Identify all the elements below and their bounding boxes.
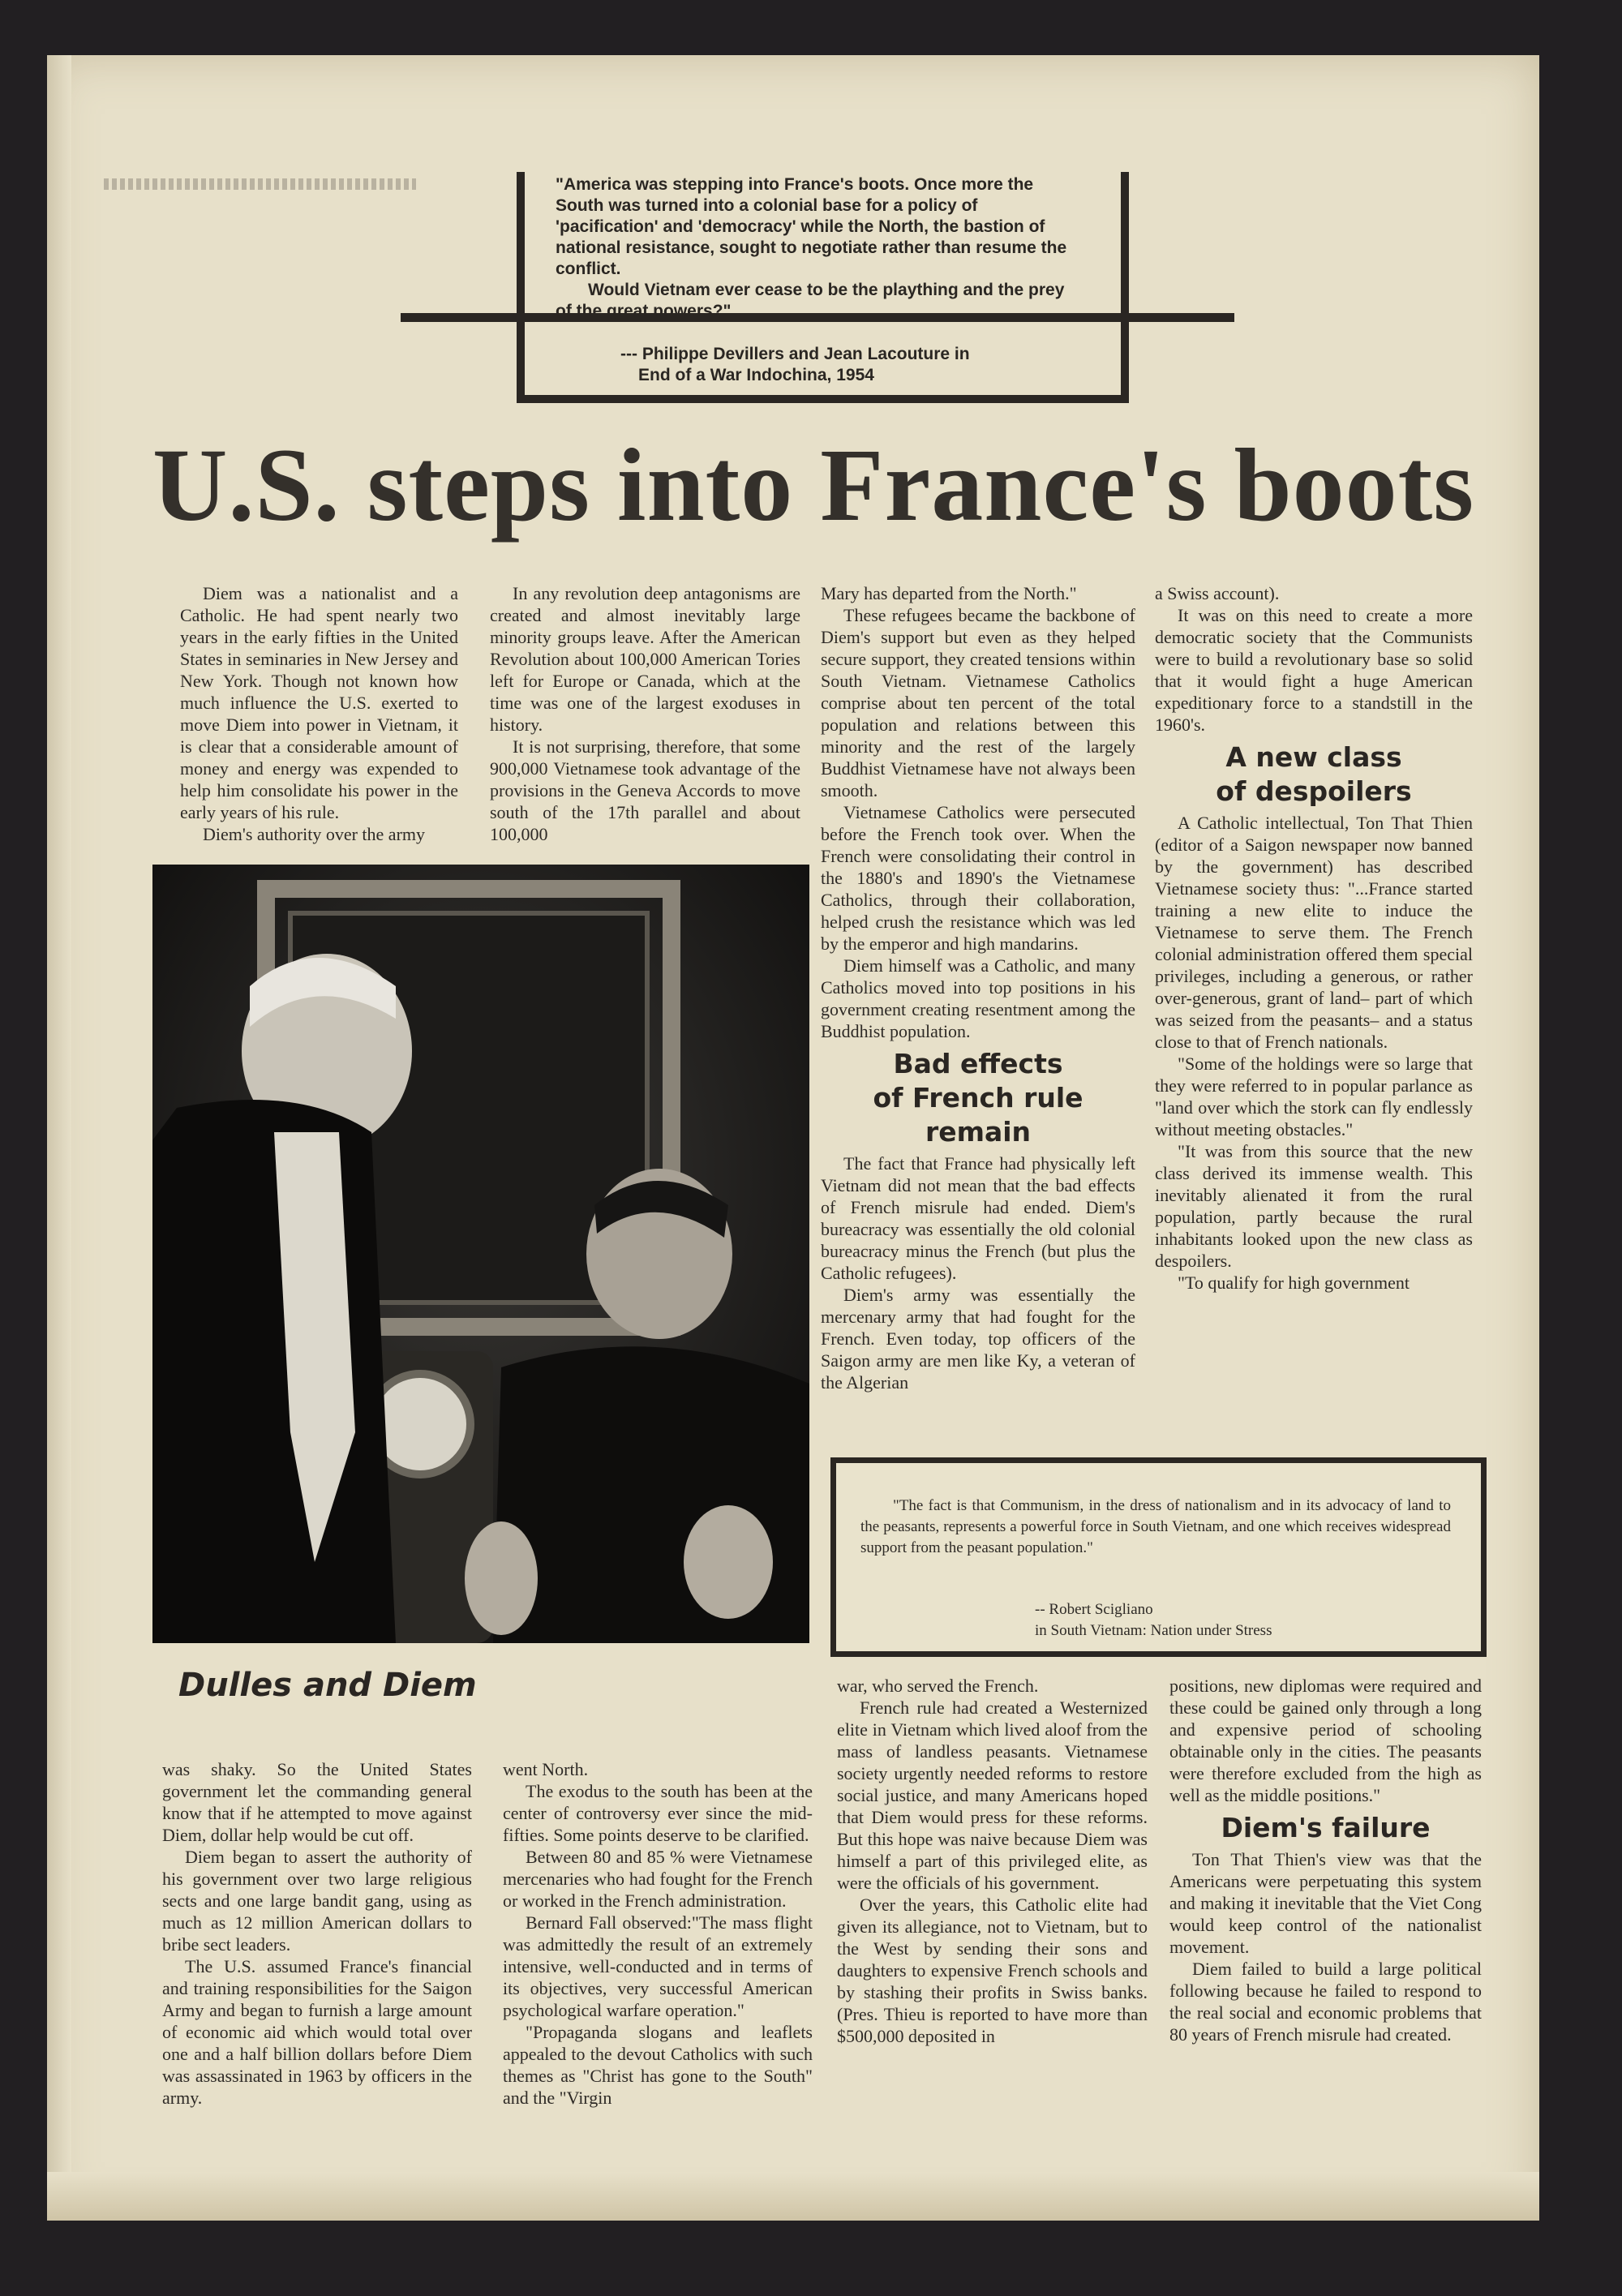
paragraph: It is not surprising, therefore, that some 900,000 Vietnamese took advantage of the provisions in the Geneva Accords to move south of the 17th parallel and about 100,000 bbox=[490, 736, 800, 844]
paragraph: Diem himself was a Catholic, and many Catholics moved into top positions in his government creating resentment among the Buddhist population. bbox=[821, 955, 1135, 1041]
paragraph: The exodus to the south has been at the center of controversy ever since the mid-fifties. Some points deserve to be clarified. bbox=[503, 1781, 813, 1845]
paragraph: "It was from this source that the new class derived its immense wealth. This inevitably alienated it from the rural population, partly because the rural inhabitants looked upon the new class as despoilers. bbox=[1155, 1141, 1473, 1271]
pull-quote-attribution bbox=[620, 344, 1107, 386]
paragraph: went North. bbox=[503, 1759, 589, 1779]
lower-column-3 bbox=[837, 1675, 1148, 2047]
paragraph: Diem failed to build a large political following because he failed to respond to the real social and economic problems that 80 years of French misrule had created. bbox=[1169, 1959, 1482, 2045]
boxed-quote-paragraph: "The fact is that Communism, in the dress of nationalism and in its advocacy of land to the peasants, represents a powerful force in South Vietnam, and one which receives widespread support from the peasant population." bbox=[860, 1497, 1451, 1556]
subhead-line: Bad effects bbox=[893, 1048, 1063, 1079]
subhead-line: of despoilers bbox=[1216, 775, 1412, 807]
lower-column-2 bbox=[503, 1758, 813, 2109]
column-3 bbox=[821, 582, 1135, 1393]
subhead-new-class bbox=[1155, 740, 1473, 809]
boxed-quote-attribution-line: in South Vietnam: Nation under Stress bbox=[1035, 1622, 1272, 1639]
paragraph: Bernard Fall observed:"The mass flight was admittedly the result of an extremely intensive, well-conducted and in terms of its objectives, very successful American psychological warfare operation." bbox=[503, 1912, 813, 2020]
page-bottom-shadow bbox=[47, 2172, 1539, 2221]
paragraph: Vietnamese Catholics were persecuted before the French took over. When the French were consolidating their control in the 1880's and 1890's the Vietnamese Catholics, through their collaboration, helped crush the resistance which was led by the emperor and high mandarins. bbox=[821, 802, 1135, 954]
page-fold-shadow bbox=[47, 55, 71, 2221]
lower-column-4 bbox=[1169, 1675, 1482, 2045]
paragraph: war, who served the French. bbox=[837, 1676, 1039, 1696]
boxed-quote-attribution-line: -- Robert Scigliano bbox=[1035, 1601, 1153, 1618]
paragraph: Ton That Thien's view was that the Americans were perpetuating this system and making it inevitable that the Viet Cong would keep control of the nationalist movement. bbox=[1169, 1849, 1482, 1957]
headline: U.S. steps into France's boots bbox=[152, 427, 1475, 543]
paragraph: was shaky. So the United States government let the commanding general know that if he attempted to move against Diem, dollar help would be cut off. bbox=[162, 1759, 472, 1845]
paragraph: positions, new diplomas were required and these could be gained only through a long and expensive period of schooling obtainable only in the cities. The peasants were therefore excluded from the high as well as the middle positions." bbox=[1169, 1676, 1482, 1805]
subhead-diems-failure: Diem's failure bbox=[1221, 1812, 1431, 1843]
paragraph: These refugees became the backbone of Diem's support but even as they helped secure support, they created tensions within South Vietnam. Vietnamese Catholics comprise about ten percent of the total population and relations between this minority and the rest of the largely Buddhist Vietnamese have not always been smooth. bbox=[821, 605, 1135, 800]
paragraph: In any revolution deep antagonisms are created and almost inevitably large minority groups leave. After the American Revolution about 100,000 American Tories left for Europe or Canada, which at the time was one of the largest exoduses in history. bbox=[490, 583, 800, 735]
photo-dulles-and-diem bbox=[152, 865, 809, 1643]
pull-quote-paragraph: "America was stepping into France's boots. Once more the South was turned into a colonial base for a policy of 'pacification' and 'democracy' while the North, the bastion of national resistance, sought to negotiate rather than resume the conflict. bbox=[556, 175, 1067, 278]
print-smudge bbox=[104, 178, 416, 190]
paragraph: Between 80 and 85 % were Vietnamese mercenaries who had fought for the French or worked in the French administration. bbox=[503, 1847, 813, 1911]
paragraph: Mary has departed from the North." bbox=[821, 583, 1077, 603]
paragraph: French rule had created a Westernized elite in Vietnam which lived aloof from the mass of landless peasants. Vietnamese society urgently needed reforms to restore social justice, and many Americans hoped that Diem would press for these reforms. But this hope was naive because Diem was himself a part of this privileged elite, as were the officials of his government. bbox=[837, 1697, 1148, 1893]
column-2 bbox=[490, 582, 800, 845]
column-1 bbox=[180, 582, 458, 845]
pull-quote-attribution-line: End of a War Indochina, 1954 bbox=[638, 366, 874, 384]
paragraph: "Propaganda slogans and leaflets appealed to the devout Catholics with such themes as "Christ has gone to the South" and the "Virgin bbox=[503, 2022, 813, 2108]
paragraph: The fact that France had physically left Vietnam did not mean that the bad effects of French misrule had ended. Diem's bureacracy was essentially the old colonial bureacracy minus the French (but plus the Catholic refugees). bbox=[821, 1153, 1135, 1283]
paragraph: Diem's army was essentially the mercenary army that had fought for the French. Even today, top officers of the Saigon army are men like Ky, a veteran of the Algerian bbox=[821, 1285, 1135, 1393]
paragraph: a Swiss account). bbox=[1155, 583, 1280, 603]
column-4 bbox=[1155, 582, 1473, 1294]
paragraph: It was on this need to create a more democratic society that the Communists were to build a revolutionary base so solid that it would fight a huge American expeditionary force to a standstill in the 1960's. bbox=[1155, 605, 1473, 735]
paragraph: Over the years, this Catholic elite had given its allegiance, not to Vietnam, but to the West by sending their sons and daughters to expensive French schools and by stashing their profits in Swiss banks. (Pres. Thieu is reported to have more than $500,000 deposited in bbox=[837, 1895, 1148, 2046]
lower-column-1 bbox=[162, 1758, 472, 2109]
pull-quote bbox=[556, 174, 1083, 322]
photo-caption: Dulles and Diem bbox=[178, 1667, 477, 1704]
subhead-line: A new class bbox=[1225, 741, 1402, 773]
paragraph: "To qualify for high government bbox=[1178, 1272, 1410, 1293]
paragraph: The U.S. assumed France's financial and training responsibilities for the Saigon Army and began to furnish a large amount of economic aid which would total over one and a half billion dollars before Diem was assassinated in 1963 by officers in the army. bbox=[162, 1956, 472, 2108]
subhead-bad-effects bbox=[821, 1047, 1135, 1149]
pull-quote-paragraph: Would Vietnam ever cease to be the plaything and the prey of the great powers?" bbox=[556, 281, 1065, 320]
paragraph: Diem was a nationalist and a Catholic. He had spent nearly two years in the early fifties in the United States in seminaries in New Jersey and New York. Though not known how much influence the U.S. exerted to move Diem into power in Vietnam, it is clear that a considerable amount of money and energy was expended to help him consolidate his power in the early years of his rule. bbox=[180, 583, 458, 822]
photo-illustration bbox=[152, 865, 809, 1643]
paragraph: "Some of the holdings were so large that they were referred to in popular parlance as "land over which the stork can fly endlessly without meeting obstacles." bbox=[1155, 1054, 1473, 1139]
paragraph: A Catholic intellectual, Ton That Thien (editor of a Saigon newspaper now banned by the government) has described Vietnamese society thus: "...France started training a new elite to induce the Vietnamese to serve them. The French colonial administration offered them special privileges, including a generous, or rather over-generous, grant of land– part of which was seized from the peasants– and a status close to that of French nationals. bbox=[1155, 813, 1473, 1052]
boxed-quote bbox=[830, 1457, 1487, 1657]
subhead-line: of French rule remain bbox=[873, 1082, 1083, 1148]
paragraph: Diem's authority over the army bbox=[203, 824, 426, 844]
boxed-quote-text bbox=[860, 1496, 1451, 1559]
pull-quote-attribution-line: --- Philippe Devillers and Jean Lacouture in bbox=[620, 345, 970, 363]
paragraph: Diem began to assert the authority of his government over two large religious sects and one large bandit gang, using as much as 12 million American dollars to bribe sect leaders. bbox=[162, 1847, 472, 1955]
boxed-quote-attribution bbox=[1035, 1599, 1272, 1642]
